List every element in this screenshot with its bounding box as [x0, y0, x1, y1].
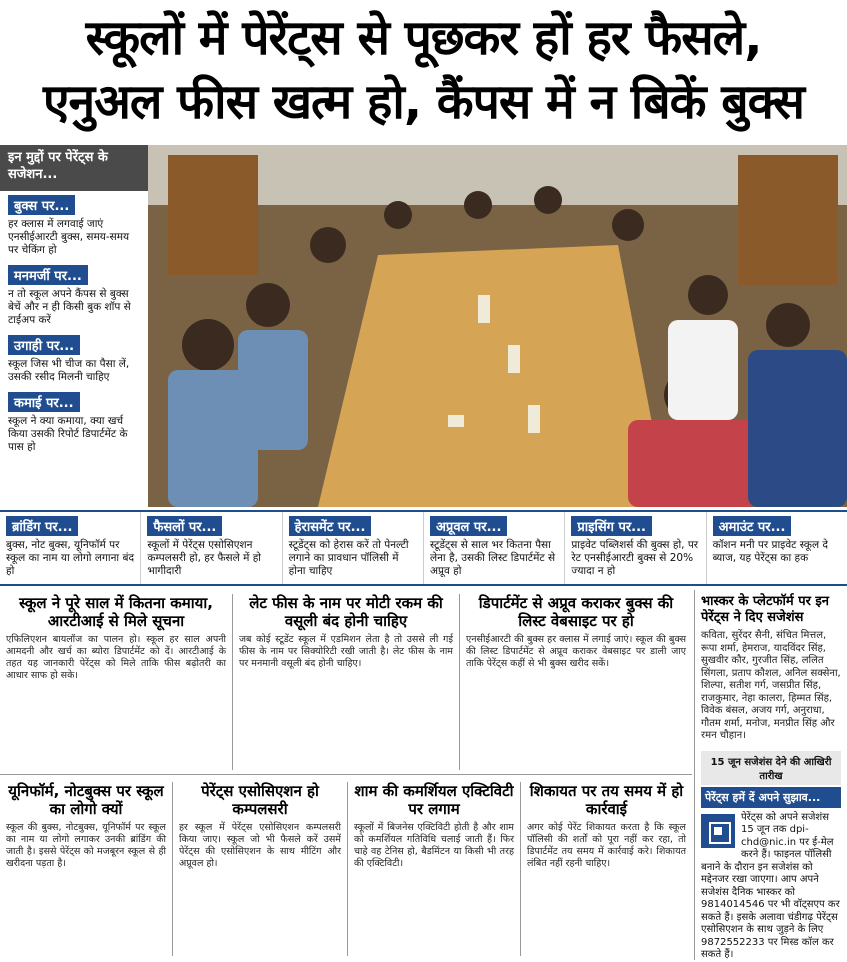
headline-line-2: एनुअल फीस खत्म हो, कैंपस में न बिकें बुक्स [43, 74, 804, 130]
suggestion-text: स्कूल ने क्या कमाया, क्या खर्च किया उसकी रिपोर्ट डिपार्टमेंट के पास हो [8, 415, 128, 453]
story [0, 778, 172, 960]
suggestion-item [565, 512, 706, 584]
story [460, 590, 692, 770]
suggestion-title: उगाही पर... [8, 335, 80, 355]
suggestion-title: कमाई पर... [8, 392, 80, 412]
suggestion-item [0, 331, 148, 388]
suggestions-column [0, 145, 148, 507]
story-text: स्कूलों में बिजनेस एक्टिविटी होती है और शाम को कमर्शियल गतिविधि चलाई जाती हैं। फिर चाहे वह टेनिस हो, बैडमिंटन या किसी भी तरह की एक्टिविटी। [354, 822, 514, 869]
story-title: स्कूल ने पूरे साल में कितना कमाया, आरटीआई से मिले सूचना [19, 594, 213, 630]
story-text: जब कोई स्टूडेंट स्कूल में एडमिशन लेता है तो उससे ली गई फीस के नाम पर सिक्योरिटी रखी जाती है। लेट फीस के नाम पर मनमानी वसूली बंद होनी चाहिए। [239, 634, 453, 669]
headline [0, 0, 847, 140]
suggestion-item [0, 191, 148, 261]
parents-names: कविता, सुरेंदर सैनी, संचित मित्तल, रूपा शर्मा, हेमराज, यादविंदर सिंह, सुखवीर कौर, गुरजीत सिंह, ललित सिंगला, प्रताप कौशल, अनिल सक्सेना, शिल्पा, सतीश गर्ग, जसप्रीत सिंह, राजकुमार, नेहा कालरा, हिम्मत सिंह, विवेक बंसल, अजय गर्ग, अनुराधा, गौतम शर्मा, मनोज, मनप्रीत सिंह और रमन चौहान। [701, 630, 841, 741]
suggestion-title: अप्रूवल पर... [430, 516, 507, 536]
suggestion-text: स्कूलों में पेरेंट्स एसोसिएशन कम्पलसरी हो, हर फैसले में हो भागीदारी [147, 539, 262, 577]
suggestion-item [707, 512, 847, 584]
suggestions-bottom-row [0, 510, 847, 586]
story-title: डिपार्टमेंट से अप्रूव कराकर बुक्स की लिस्ट वेबसाइट पर हो [478, 594, 674, 630]
headline-line-1: स्कूलों में पेरेंट्स से पूछकर हों हर फैसले, [85, 10, 762, 66]
story-text: स्कूल की बुक्स, नोटबुक्स, यूनिफॉर्म पर स्कूल का नाम या लोगो लगाकर उनकी ब्रांडिंग की जाती है। इससे पेरेंट्स को मजबूरन स्कूल से ही खरीदना पड़ता है। [6, 822, 166, 869]
story [521, 778, 692, 960]
contact-text: पेरेंट्स को अपने सजेशंस 15 जून तक dpi-chd@nic.in पर ई-मेल करने हैं। फाइनल पॉलिसी बनाने के दौरान इन सजेशंस को मद्देनजर रखा जाएगा। आप अपने सजेशंस दैनिक भास्कर को 9814014546 पर भी वॉट्सएप कर सकते हैं। इसके अलावा चंडीगढ़ पेरेंट्स एसोसिएशन के साथ जुड़ने के लिए 9872552233 पर मिस्ड कॉल कर सकते हैं। [701, 811, 840, 960]
story-text: हर स्कूल में पेरेंट्स एसोसिएशन कम्पलसरी किया जाए। स्कूल जो भी फैसले करें उसमें पेरेंट्स की एसोसिएशन के साथ मीटिंग और अप्रूवल हो। [179, 822, 341, 869]
suggestion-text: बुक्स, नोट बुक्स, यूनिफॉर्म पर स्कूल का नाम या लोगो लगाना बंद हो [6, 539, 135, 577]
suggestion-item [0, 388, 148, 458]
suggestion-item [0, 261, 148, 331]
story-title: लेट फीस के नाम पर मोटी रकम की वसूली बंद होनी चाहिए [249, 594, 443, 630]
story-title: पेरेंट्स एसोसिएशन हो कम्पलसरी [201, 782, 319, 818]
suggestion-text: स्टूडेंट्स से साल भर कितना पैसा लेना है, उसकी लिस्ट डिपार्टमेंट से अप्रूव हो [429, 539, 556, 577]
story-title: शिकायत पर तय समय में हो कार्रवाई [529, 782, 684, 818]
row-divider [0, 774, 692, 775]
parents-sidebar [694, 590, 847, 960]
story [348, 778, 520, 960]
suggestion-title: हेरासमेंट पर... [289, 516, 372, 536]
suggestion-item [283, 512, 424, 584]
story-title: शाम की कमर्शियल एक्टिविटी पर लगाम [354, 782, 514, 818]
story-text: एनसीईआरटी की बुक्स हर क्लास में लगाई जाएं। स्कूल की बुक्स की लिस्ट डिपार्टमेंट से अप्रूव कराकर वेबसाइट पर डाली जाए ताकि पेरेंट्स कहीं से भी बुक्स खरीद सकें। [466, 634, 686, 669]
stories-section [0, 590, 692, 960]
suggestion-item [0, 512, 141, 584]
story-title: यूनिफॉर्म, नोटबुक्स पर स्कूल का लोगो क्यों [8, 782, 164, 818]
sidebar-title: भास्कर के प्लेटफॉर्म पर इन पेरेंट्स ने दिए सजेशंस [701, 594, 830, 625]
suggestion-title: प्राइसिंग पर... [571, 516, 652, 536]
suggestion-text: कॉशन मनी पर प्राइवेट स्कूल दे ब्याज, यह पेरेंट्स का हक [712, 539, 828, 564]
suggestion-title: अमाउंट पर... [713, 516, 792, 536]
story [173, 778, 347, 960]
suggestion-text: स्कूल जिस भी चीज का पैसा लें, उसकी रसीद मिलनी चाहिए [8, 358, 130, 383]
story-text: एफिलिएशन बायलॉज का पालन हो। स्कूल हर साल अपनी आमदनी और खर्च का ब्योरा डिपार्टमेंट को दें। आरटीआई के तहत यह जानकारी पेरेंट्स को मिले ताकि फीस बढ़ोतरी का आधार साफ हो सके। [6, 634, 226, 681]
deadline-note: 15 जून सजेशंस देने की आखिरी तारीख [701, 751, 841, 785]
send-suggestions-bar: पेरेंट्स हमें दें अपने सुझाव... [701, 787, 841, 808]
suggestion-title: बुक्स पर... [8, 195, 75, 215]
suggestions-header: इन मुद्दों पर पेरेंट्स के सजेशन... [0, 145, 148, 191]
story [0, 590, 232, 770]
suggestion-item [141, 512, 282, 584]
suggestion-text: प्राइवेट पब्लिशर्स की बुक्स हो, पर रेट एनसीईआरटी बुक्स से 20% ज्यादा न हो [571, 539, 699, 577]
building-icon [701, 814, 735, 848]
suggestion-title: मनमर्जी पर... [8, 265, 88, 285]
suggestion-title: ब्रांडिंग पर... [6, 516, 78, 536]
story-text: अगर कोई पेरेंट शिकायत करता है कि स्कूल पॉलिसी की शर्तों को पूरा नहीं कर रहा, तो डिपार्टमेंट तय समय में कार्रवाई करे। शिकायत लंबित नहीं रहनी चाहिए। [527, 822, 686, 869]
suggestion-text: हर क्लास में लगवाई जाएं एनसीईआरटी बुक्स, समय-समय पर चेकिंग हो [8, 218, 130, 256]
meeting-photo [148, 145, 847, 507]
contact-info [701, 812, 841, 962]
suggestion-title: फैसलों पर... [147, 516, 222, 536]
story [233, 590, 459, 770]
suggestion-text: स्टूडेंट्स को हेरास करें तो पेनल्टी लगाने का प्रावधान पॉलिसी में होना चाहिए [288, 539, 409, 577]
suggestion-item [424, 512, 565, 584]
suggestion-text: न तो स्कूल अपने कैंपस से बुक्स बेचें और न ही किसी बुक शॉप से टाईअप करें [8, 288, 131, 326]
meeting-photo-illustration [148, 145, 847, 507]
